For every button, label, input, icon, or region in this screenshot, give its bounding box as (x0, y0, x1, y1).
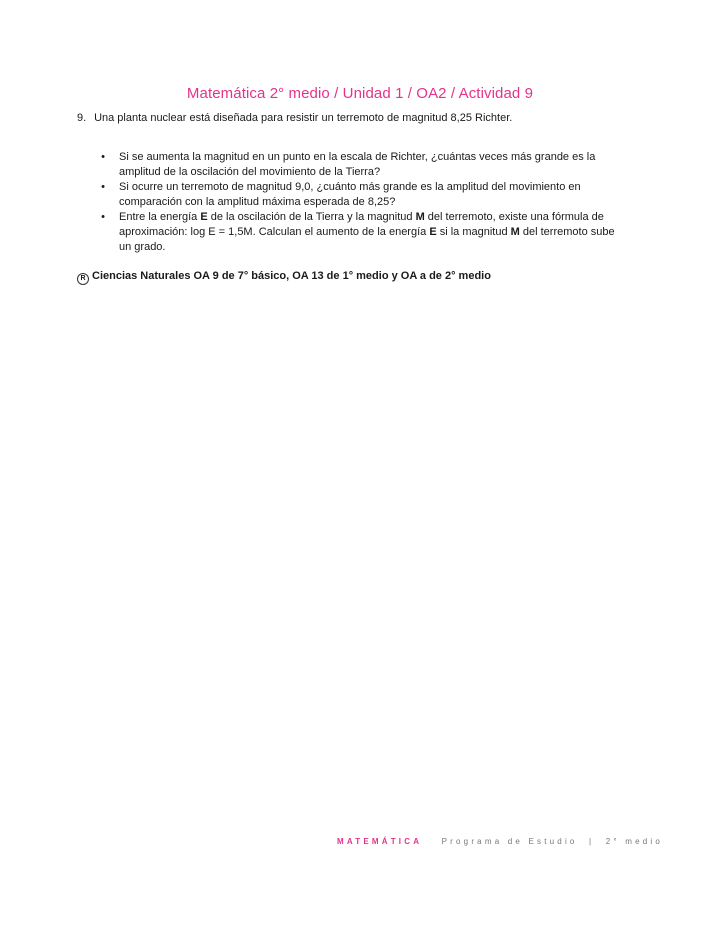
footer-level: 2° medio (605, 837, 663, 846)
magnitude-variable: M (510, 226, 520, 238)
bullet-icon: • (101, 211, 105, 223)
question-bullet-list (98, 150, 618, 255)
bullet-text: Si ocurre un terremoto de magnitud 9,0, ¿cuánto más grande es la amplitud del movimiento en comparación con la amplitud máxima esperada de 8,25? (119, 181, 581, 208)
bullet-icon: • (101, 181, 105, 193)
text-segment: de la oscilación de la Tierra y la magnitud (207, 211, 416, 223)
note-text: Ciencias Naturales OA 9 de 7° básico, OA 13 de 1° medio y OA a de 2° medio (92, 270, 491, 282)
question-text: Una planta nuclear está diseñada para resistir un terremoto de magnitud 8,25 Richter. (94, 112, 513, 124)
bullet-text (119, 211, 615, 253)
bullet-item-2 (98, 180, 618, 210)
text-segment: del terremoto, existe una fórmula de aproximación: log E = 1,5M. Calculan el aumento de la energía (119, 211, 604, 238)
bullet-item-1 (98, 150, 618, 180)
energy-variable: E (429, 226, 437, 238)
text-segment: si la magnitud (436, 226, 511, 238)
magnitude-variable: M (415, 211, 425, 223)
footer-subject: MATEMÁTICA (337, 837, 423, 846)
question-9 (77, 111, 637, 125)
text-segment: Entre la energía (119, 211, 201, 223)
circled-r-icon: R (77, 273, 89, 285)
question-number: 9. (77, 112, 87, 124)
bullet-icon: • (101, 151, 105, 163)
bullet-item-3 (98, 210, 618, 255)
cross-curricular-note (77, 269, 491, 285)
page-title: Matemática 2° medio / Unidad 1 / OA2 / Actividad 9 (186, 85, 534, 102)
footer-program: Programa de Estudio (441, 837, 578, 846)
text-segment: del terremoto sube un grado. (119, 226, 615, 253)
energy-variable: E (200, 211, 208, 223)
footer-separator: | (589, 837, 595, 846)
page-footer (337, 837, 663, 846)
bullet-text: Si se aumenta la magnitud en un punto en la escala de Richter, ¿cuántas veces más grande es la amplitud de la oscilación del movimiento de la Tierra? (119, 151, 596, 178)
